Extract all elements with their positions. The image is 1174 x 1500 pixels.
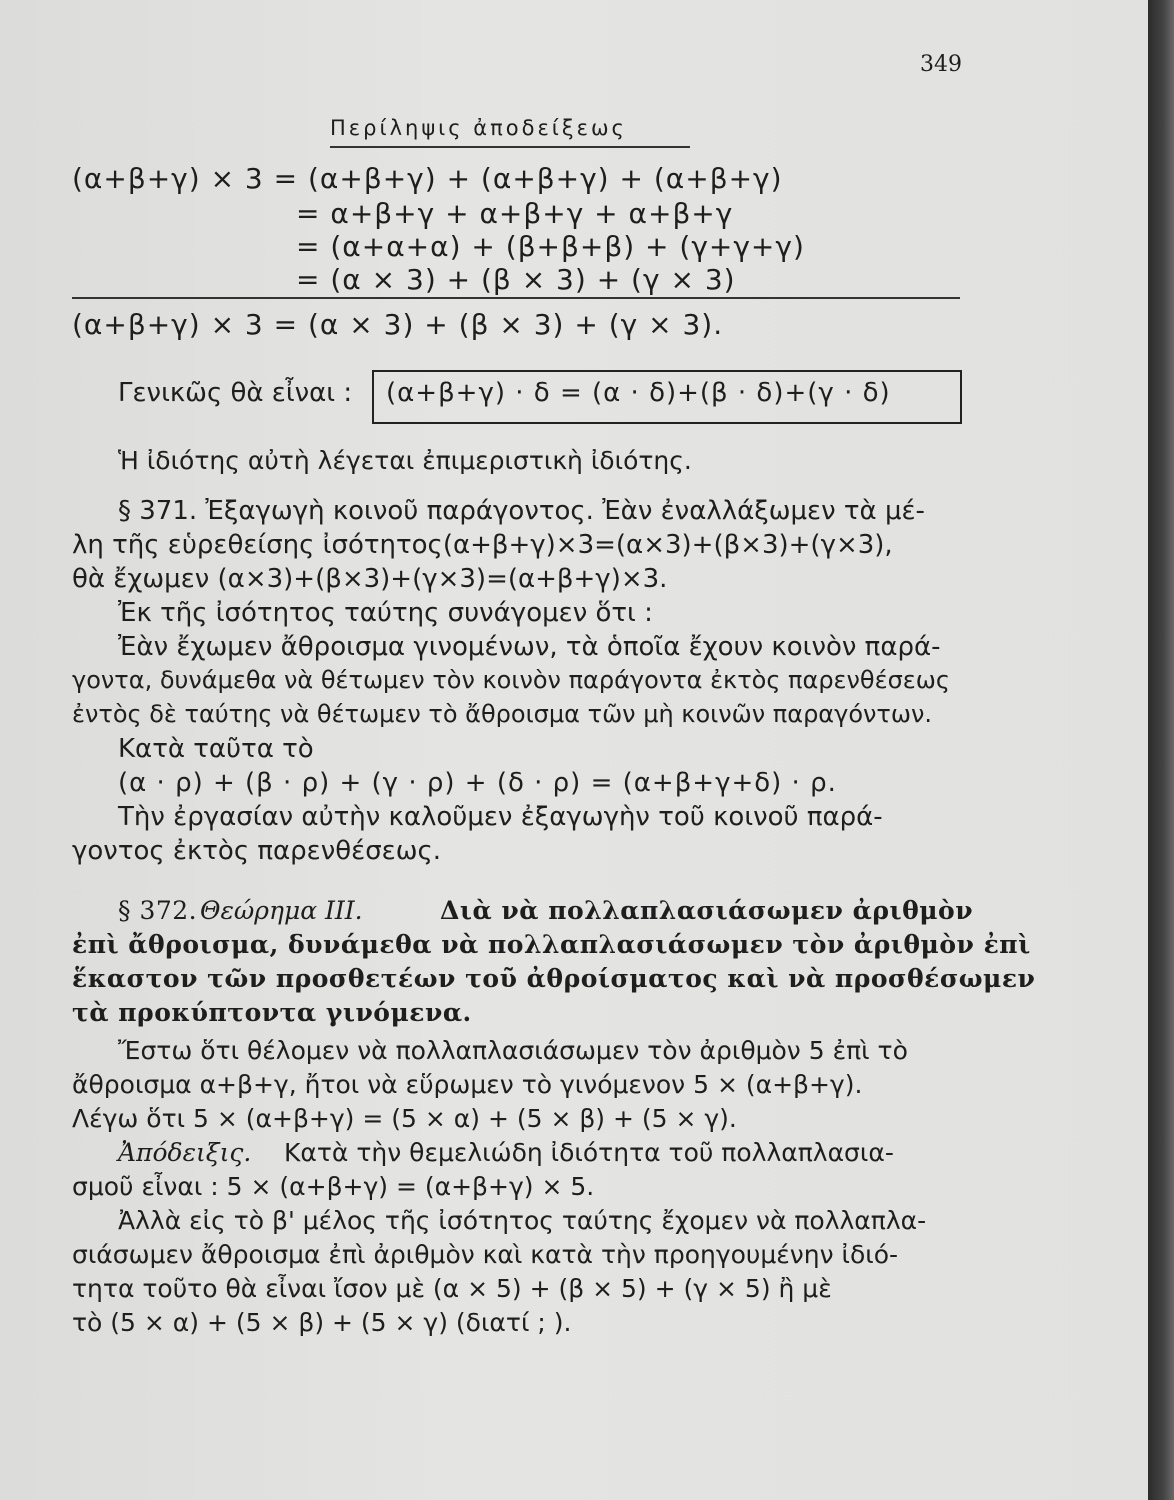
s372-line-6: ἄθροισμα α+β+γ, ἤτοι νὰ εὕρωμεν τὸ γινόμενον 5 × (α+β+γ). (72, 1070, 863, 1099)
s372-line-8: Κατὰ τὴν θεμελιώδη ἰδιότητα τοῦ πολλαπλασια- (284, 1138, 894, 1167)
proof-line-3: = (α+α+α) + (β+β+β) + (γ+γ+γ) (296, 230, 805, 263)
page-number: 349 (920, 52, 962, 77)
s372-line-3: ἕκαστον τῶν προσθετέων τοῦ ἀθροίσματος καὶ νὰ προσθέσωμεν (72, 964, 1036, 993)
section-title: Περίληψις ἀποδείξεως (330, 116, 627, 140)
s371-line-10: Τὴν ἐργασίαν αὐτὴν καλοῦμεν ἐξαγωγὴν τοῦ κοινοῦ παρά- (118, 802, 883, 832)
s372-line-10: Ἀλλὰ εἰς τὸ β' μέλος τῆς ἰσότητος ταύτης ἔχομεν νὰ πολλαπλα- (118, 1206, 927, 1235)
s371-line-2: λη τῆς εὑρεθείσης ἰσότητος(α+β+γ)×3=(α×3)+(β×3)+(γ×3), (72, 530, 893, 560)
property-text: Ἡ ἰδιότης αὐτὴ λέγεται ἐπιμεριστικὴ ἰδιότης. (118, 446, 692, 475)
s372-theorem: Θεώρημα III. (200, 896, 363, 925)
s371-line-7: ἐντὸς δὲ ταύτης νὰ θέτωμεν τὸ ἄθροισμα τῶν μὴ κοινῶν παραγόντων. (72, 700, 932, 728)
s371-line-8: Κατὰ ταῦτα τὸ (118, 734, 314, 764)
s372-line-5: Ἔστω ὅτι θέλομεν νὰ πολλαπλασιάσωμεν τὸν ἀριθμὸν 5 ἐπὶ τὸ (118, 1036, 908, 1065)
s371-line-3: θὰ ἔχωμεν (α×3)+(β×3)+(γ×3)=(α+β+γ)×3. (72, 564, 668, 594)
s372-line-9: σμοῦ εἶναι : 5 × (α+β+γ) = (α+β+γ) × 5. (72, 1172, 595, 1201)
s371-line-4: Ἐκ τῆς ἰσότητος ταύτης συνάγομεν ὅτι : (118, 598, 653, 628)
s372-line-11: σιάσωμεν ἄθροισμα ἐπὶ ἀριθμὸν καὶ κατὰ τὴν προηγουμένην ἰδιό- (72, 1240, 899, 1269)
s371-line-6: γοντα, δυνάμεθα νὰ θέτωμεν τὸν κοινὸν παράγοντα ἐκτὸς παρενθέσεως (72, 666, 950, 694)
general-formula: (α+β+γ) · δ = (α · δ)+(β · δ)+(γ · δ) (386, 378, 891, 408)
s372-line-13: τὸ (5 × α) + (5 × β) + (5 × γ) (διατί ; ). (72, 1308, 572, 1337)
s372-head-rest: Διὰ νὰ πολλαπλασιάσωμεν ἀριθμὸν (440, 896, 974, 925)
s372-proof-label: Ἀπόδειξις. (118, 1138, 252, 1167)
s372-line-7: Λέγω ὅτι 5 × (α+β+γ) = (5 × α) + (5 × β) + (5 × γ). (72, 1104, 737, 1133)
general-label: Γενικῶς θὰ εἶναι : (118, 378, 353, 408)
proof-line-1: (α+β+γ) × 3 = (α+β+γ) + (α+β+γ) + (α+β+γ) (72, 162, 783, 195)
title-underline (330, 146, 690, 148)
proof-divider (72, 297, 960, 299)
s372-number: § 372. (118, 896, 198, 925)
page-binding-edge (1148, 0, 1174, 1500)
s371-formula: (α · ρ) + (β · ρ) + (γ · ρ) + (δ · ρ) = (α+β+γ+δ) · ρ. (118, 768, 837, 798)
proof-line-2: = α+β+γ + α+β+γ + α+β+γ (296, 197, 734, 230)
s372-line-4: τὰ προκύπτοντα γινόμενα. (72, 998, 472, 1027)
s372-line-2: ἐπὶ ἄθροισμα, δυνάμεθα νὰ πολλαπλασιάσωμεν τὸν ἀριθμὸν ἐπὶ (72, 930, 1031, 959)
s372-line-12: τητα τοῦτο θὰ εἶναι ἴσον μὲ (α × 5) + (β × 5) + (γ × 5) ἢ μὲ (72, 1274, 832, 1303)
s371-line-5: Ἐὰν ἔχωμεν ἄθροισμα γινομένων, τὰ ὁποῖα ἔχουν κοινὸν παρά- (118, 632, 941, 662)
s371-line-1: § 371. Ἐξαγωγὴ κοινοῦ παράγοντος. Ἐὰν ἐναλλάξωμεν τὰ μέ- (118, 496, 925, 526)
proof-line-4: = (α × 3) + (β × 3) + (γ × 3) (296, 263, 736, 296)
proof-result: (α+β+γ) × 3 = (α × 3) + (β × 3) + (γ × 3). (72, 308, 724, 341)
s371-line-11: γοντος ἐκτὸς παρενθέσεως. (72, 836, 442, 866)
